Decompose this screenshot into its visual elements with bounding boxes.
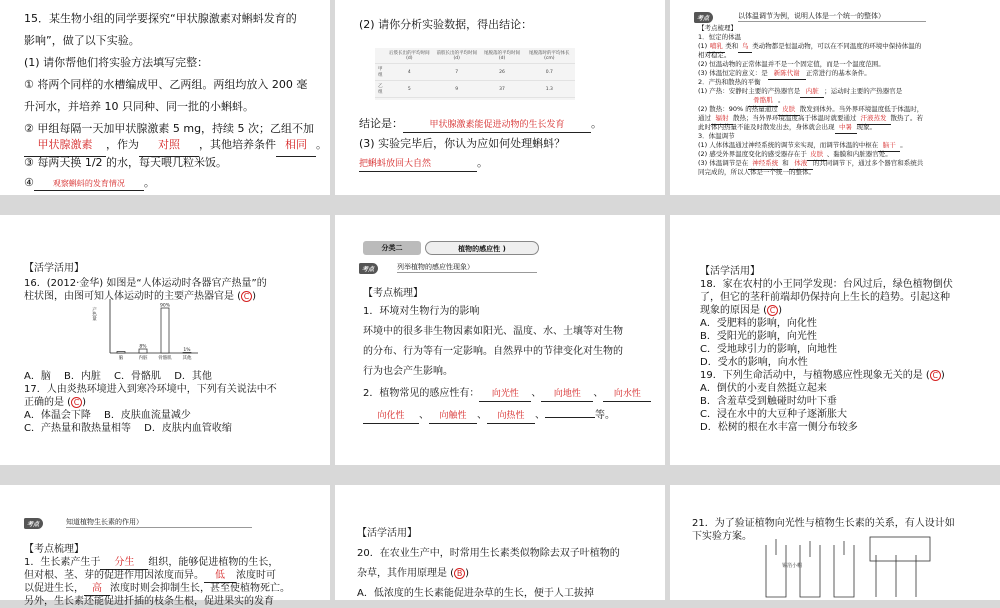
answer: 体液 <box>794 159 808 167</box>
question-21-line-1: 21．为了验证植物向光性与植物生长素的关系，有人设计如 <box>692 518 955 529</box>
text: 通过 <box>698 114 711 122</box>
choice: B．含羞草受到触碰时幼叶下垂 <box>700 396 837 407</box>
slide-7 <box>0 485 330 607</box>
table-header <box>375 48 386 64</box>
answer: 高 <box>92 583 102 594</box>
table-header: 尾脱落时的平均体长 (cm) <box>524 48 575 64</box>
answer-mark: C <box>71 397 82 408</box>
review-heading: 【考点梳理】 <box>698 24 737 32</box>
bar <box>161 308 169 353</box>
answer-mark: B <box>454 568 465 579</box>
paragraph-line: 的分布、行为等有一定影响。自然界中的节律变化对生物的 <box>363 346 623 357</box>
bar <box>117 352 125 354</box>
topic-badge: 考点 <box>24 518 43 529</box>
choice: A．受肥料的影响，向化性 <box>700 318 817 329</box>
heat-production-bar-chart <box>92 295 202 365</box>
answer: 向触性 <box>439 411 467 421</box>
q15-part-3: (3) 实验完毕后，你认为应如何处理蝌蚪？ <box>359 137 566 150</box>
answer: 哺乳 <box>709 42 723 50</box>
choice: A．倒伏的小麦自然挺立起来 <box>700 383 827 394</box>
text: ；运动时主要的产热器官是 <box>824 87 903 95</box>
q15-step-4 <box>24 172 155 194</box>
line: (2) 恒温动物的正常体温并不是一个固定值，而是一个温度范围。 <box>698 60 885 68</box>
question-17-line-1: 17．人由炎热环境进入到寒冷环境中，下列有关说法中不 <box>24 384 277 395</box>
practice-heading: 【活学活用】 <box>357 528 417 539</box>
category-label: 分类二 <box>363 241 421 255</box>
answer-mark: C <box>767 305 778 316</box>
text: 。 <box>316 138 327 151</box>
slide-9 <box>670 485 1000 600</box>
empty-blank[interactable] <box>545 417 595 418</box>
table-cell: 0.7 <box>524 64 575 81</box>
question-15-line-2: 影响”，做了以下实验。 <box>24 34 140 47</box>
topic-badge: 考点 <box>694 12 713 23</box>
conclusion-line <box>359 113 602 135</box>
text: 1．生长素产生于 <box>24 557 101 568</box>
text: ，作为 <box>106 138 139 151</box>
answer: 向地性 <box>553 389 581 399</box>
answer: 向光性 <box>491 389 519 399</box>
choice: B．受阳光的影响，向光性 <box>700 331 817 342</box>
table-cell: 4 <box>386 64 433 81</box>
answer-2: 对照 <box>158 138 180 151</box>
text: 。 <box>591 117 602 130</box>
table-row <box>375 64 575 81</box>
category-tick-label: 其他 <box>182 356 192 361</box>
topic-title: 知道植物生长素的作用） <box>66 517 252 528</box>
text: ④ <box>24 176 34 189</box>
choice: C．浸在水中的大豆种子逐渐胀大 <box>700 409 847 420</box>
question-18-line-3 <box>700 304 782 317</box>
answer-blank-4[interactable] <box>34 178 144 191</box>
q15-step-1: ① 将两个同样的水槽编成甲、乙两组。两组均放入 200 毫 <box>24 78 308 91</box>
answer: 皮肤 <box>782 105 796 113</box>
line <box>24 582 290 596</box>
text: 柱状图，由图可知人体运动时的主要产热器官是 ( <box>24 291 242 302</box>
answer: 内脏 <box>805 87 819 95</box>
text: 的共同调节下，通过多个器官和系统共 <box>812 159 924 167</box>
question-19-line <box>700 369 945 382</box>
topic-badge: 考点 <box>359 263 378 274</box>
category-title: 植物的感应性 ) <box>425 241 539 255</box>
data-label: 90% <box>159 303 171 309</box>
text: 现象的原因是 ( <box>700 305 768 316</box>
table-cell: 9 <box>433 81 480 98</box>
choice: C．受地球引力的影响，向地性 <box>700 344 837 355</box>
line <box>698 42 921 53</box>
choice: A．低浓度的生长素能促进杂草的生长，便于人工拔掉 <box>357 588 594 599</box>
point-2-line-2: 向化性 、 向触性 、 向热性 、 等。 <box>363 405 615 427</box>
text: (1) 产热：安静时主要的产热器官是 <box>698 87 801 95</box>
answer: 低 <box>215 570 225 581</box>
answer: 神经系统 <box>752 159 779 167</box>
data-label: 8% <box>139 344 147 350</box>
text: 类和 <box>725 42 739 50</box>
point-2-line: 2．植物常见的感应性有： 向光性 、 向地性 、 向水性 <box>363 383 651 405</box>
slide-2 <box>335 0 665 195</box>
conclusion-answer: 甲状腺激素能促进动物的生长发育 <box>429 120 565 130</box>
question-17-line-2 <box>24 396 86 409</box>
table-row <box>375 81 575 98</box>
text: (1) <box>698 42 708 50</box>
answer: 向化性 <box>377 411 405 421</box>
section-heading-2: 2．产热和散热的平衡 <box>698 78 761 86</box>
experiment-diagram <box>760 535 940 600</box>
question-21-line-2: 下实验方案。 <box>692 531 752 542</box>
slide-6 <box>670 215 1000 465</box>
answer: 鸟 <box>741 42 749 50</box>
answer-4: 观察蝌蚪的发育情况 <box>52 179 125 188</box>
question-16-line-1: 16．(2012·金华) 如图是“人体运动时各器官产热量”的 <box>24 278 267 289</box>
category-tick-label: 脑 <box>118 356 124 361</box>
text: ) <box>940 370 945 381</box>
text: 以促进生长， <box>24 583 84 594</box>
line <box>24 569 276 583</box>
table-cell: 甲组 <box>375 64 386 81</box>
answer-blank-3[interactable] <box>276 134 316 157</box>
question-18-line-2: 了，但它的茎秆前端却仍保持向上生长的趋势。引起这种 <box>700 292 950 303</box>
question-16-choices: A．脑 B．内脏 C．骨骼肌 D．其他 <box>24 371 212 382</box>
question-17-choices-ab: A．体温会下降 B．皮肤血流量减少 <box>24 410 191 421</box>
slide-3 <box>670 0 1000 195</box>
text: ) <box>252 291 256 302</box>
answer: 分生 <box>114 557 135 568</box>
text: 类动物都是恒温动物，可以在不同温度的环境中保持体温的 <box>752 42 922 50</box>
category-tick-label: 骨骼肌 <box>158 356 172 361</box>
table-header-row <box>375 48 575 64</box>
text: (3) 体温调节是在 <box>698 159 749 167</box>
experiment-data-table <box>375 48 575 100</box>
table-cell: 5 <box>386 81 433 98</box>
answer: 新陈代谢 <box>773 69 800 77</box>
text: (2) 感受外界温度变化的感受器存在于 <box>698 150 807 158</box>
data-label: 1% <box>183 348 191 353</box>
text: ) <box>465 568 469 579</box>
slide-4 <box>0 215 330 465</box>
text: 。 <box>900 141 907 149</box>
answer: 骨骼肌 <box>753 96 773 104</box>
practice-heading: 【活学活用】 <box>24 263 84 274</box>
q15-part-3-answer-line <box>359 152 488 174</box>
answer: 向热性 <box>497 411 525 421</box>
table-header: 前肢长出的平均时间 (d) <box>433 48 480 64</box>
q15-step-3: ③ 每两天换 1/2 的水，每天喂几粒米饭。 <box>24 156 228 169</box>
section-heading-3: 3．体温调节 <box>698 132 735 140</box>
practice-heading: 【活学活用】 <box>700 266 760 277</box>
slide-1 <box>0 0 330 195</box>
slide-8 <box>335 485 665 600</box>
text: ) <box>82 397 86 408</box>
text: 散热了。若 <box>890 114 923 122</box>
table-cell: 1.3 <box>524 81 575 98</box>
answer-3: 相同 <box>285 138 307 151</box>
conclusion-blank[interactable] <box>403 118 591 133</box>
text: 19．下列生命活动中，与植物感应性现象无关的是 ( <box>700 370 930 381</box>
review-heading: 【考点梳理】 <box>24 544 84 555</box>
text: 。 <box>477 156 488 169</box>
text: ，其他培养条件 <box>199 138 276 151</box>
conclusion-label: 结论是： <box>359 117 403 130</box>
category-banner <box>363 241 543 255</box>
text: 正确的是 ( <box>24 397 72 408</box>
question-20-line-2 <box>357 563 469 585</box>
answer: 脑干 <box>882 141 896 149</box>
answer-mark: C <box>241 291 252 302</box>
answer-1: 甲状腺激素 <box>37 138 93 151</box>
bar <box>139 349 147 353</box>
text: (2) 散热：90% 的热量通过 <box>698 105 778 113</box>
line: 相对稳定。 <box>698 51 731 59</box>
table-cell: 乙组 <box>375 81 386 98</box>
line: 另外，生长素还能促进扦插的枝条生根，促进果实的发育 <box>24 596 274 607</box>
text: 杂草，其作用原理是 ( <box>357 568 455 579</box>
question-20-line-1: 20．在农业生产中，时常用生长素类似物除去双子叶植物的 <box>357 548 620 559</box>
text: 此时体内热量不能及时散发出去，身体就会出现 <box>698 123 835 131</box>
text: (1) 人体体温通过神经系统的调节来实现，而调节体温的中枢在 <box>698 141 879 149</box>
text: 现象。 <box>856 123 876 131</box>
part-3-answer: 把蝌蚪放回大自然 <box>359 159 432 169</box>
choice: D．受水的影响，向水性 <box>700 357 808 368</box>
q15-part-1: (1) 请你帮他们将实验方法填写完整： <box>24 56 209 69</box>
paragraph-line: 行为也会产生影响。 <box>363 366 453 377</box>
line <box>24 556 278 570</box>
line: 同完成的，所以人体是一个统一的整体。 <box>698 168 815 176</box>
text: 散热；当外界环境温度高于体温时就要通过 <box>733 114 857 122</box>
text: 正常进行的基本条件。 <box>805 69 871 77</box>
section-heading-1: 1．恒定的体温 <box>698 33 742 41</box>
text: 浓度时可 <box>236 570 276 581</box>
text: 等。 <box>595 410 615 421</box>
table-header: 尾脱落的平均时间 (d) <box>480 48 523 64</box>
question-18-line-1: 18．家在农村的小王同学发现：台风过后，绿色植物倒伏 <box>700 279 953 290</box>
topic-title: 以体温调节为例，说明人体是一个统一的整体） <box>738 11 926 22</box>
text: 2．植物常见的感应性有： <box>363 388 480 399</box>
text: 和 <box>782 159 789 167</box>
table-header: 后肢长出的平均时间 (d) <box>386 48 433 64</box>
table-cell: 7 <box>433 64 480 81</box>
question-17-choices-cd: C．产热量和散热量相等 D．皮肤内血管收缩 <box>24 423 232 434</box>
q15-step-1b: 升河水，并培养 10 只同种、同一批的小蝌蚪。 <box>24 100 254 113</box>
table-cell: 26 <box>480 64 523 81</box>
diagram-label: 锡箔小帽 <box>782 563 803 569</box>
answer: 向水性 <box>613 389 641 399</box>
answer: 辐射 <box>715 114 729 122</box>
text: 。 <box>143 176 155 189</box>
question-15-line-1: 15．某生物小组的同学要探究“甲状腺激素对蝌蚪发育的 <box>24 12 297 25</box>
review-heading: 【考点梳理】 <box>363 288 423 299</box>
point-1-title: 1．环境对生物行为的影响 <box>363 306 480 317</box>
y-axis-label: 产热量 <box>91 307 97 321</box>
q15-part-2: (2) 请你分析实验数据，得出结论： <box>359 18 533 31</box>
text: ) <box>778 305 782 316</box>
choice: D．松树的根在水丰富一侧分布较多 <box>700 422 858 433</box>
text: 、黏膜和内脏器官处。 <box>826 150 892 158</box>
answer: 汗液蒸发 <box>860 114 887 122</box>
text: 。 <box>778 96 785 104</box>
answer: 皮肤 <box>810 150 824 158</box>
answer-mark: C <box>930 370 941 381</box>
q15-step-2: ② 甲组每隔一天加甲状腺激素 5 mg，持续 5 次；乙组不加 <box>24 122 315 135</box>
text: 但对根、茎、芽的促进作用因浓度而异。 <box>24 570 204 581</box>
topic-title: 列举植物的感应性现象） <box>397 262 537 273</box>
text: 组织，能够促进植物的生长， <box>148 557 279 568</box>
answer: 中暑 <box>839 123 852 131</box>
part-3-blank[interactable] <box>359 157 477 172</box>
text: 浓度时则会抑制生长，甚至使植物死亡。 <box>110 583 290 594</box>
table-cell: 37 <box>480 81 523 98</box>
text: (3) 体温恒定的意义：是 <box>698 69 768 77</box>
text: 散发到体外。当外界环境温度低于体温时， <box>799 105 924 113</box>
paragraph-line: 环境中的很多非生物因素如阳光、温度、水、土壤等对生物 <box>363 326 623 337</box>
category-tick-label: 内脏 <box>138 356 148 361</box>
slide-5 <box>335 215 665 465</box>
